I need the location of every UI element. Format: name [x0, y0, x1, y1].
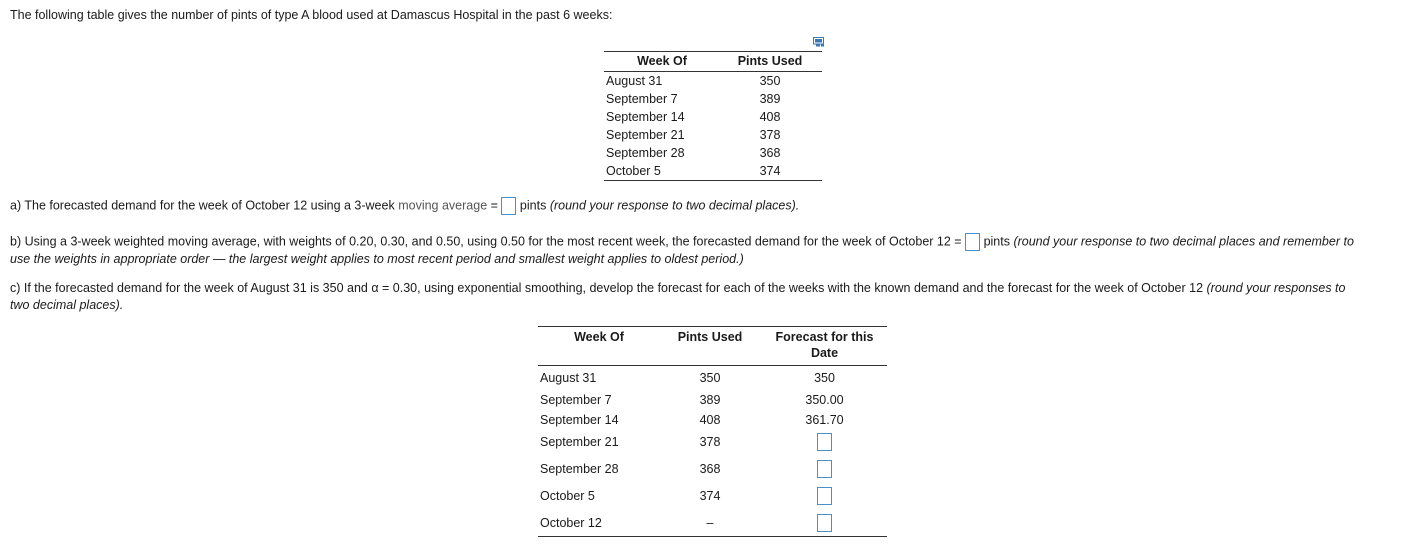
pints-cell: 408: [699, 412, 721, 427]
pints-cell: 350: [759, 74, 781, 88]
forecast-cell: 350.00: [805, 393, 844, 407]
pints-cell: 374: [718, 162, 822, 181]
pints-cell: 368: [759, 146, 781, 160]
week-cell: September 28: [540, 462, 619, 476]
week-cell: October 5: [604, 162, 718, 181]
pints-cell: 350: [699, 370, 721, 385]
question-c-hint-cont: two decimal places).: [10, 298, 124, 312]
table-row: [604, 108, 822, 126]
pints-cell: 378: [699, 435, 721, 449]
table-row: [538, 429, 887, 456]
week-cell: September 7: [540, 393, 612, 407]
copy-data-icon[interactable]: [813, 37, 825, 47]
week-cell: September 21: [606, 128, 685, 142]
blood-usage-table: [604, 51, 822, 181]
col-header-week: Week Of: [604, 52, 718, 72]
answer-a-input[interactable]: [501, 197, 516, 215]
question-c-text: c) If the forecasted demand for the week of August 31 is 350 and α = 0.30, using exponential smoothing, develop the forecast for each of the weeks with the known demand and the forecast for the week of October 12: [10, 281, 1204, 295]
pints-cell: –: [658, 510, 762, 537]
moving-average-link[interactable]: moving average: [398, 198, 488, 213]
intro-text: The following table gives the number of pints of type A blood used at Damascus Hospital in the past 6 weeks:: [10, 8, 613, 22]
forecast-header-line1: Forecast for this: [775, 330, 874, 344]
week-cell: September 7: [606, 92, 678, 106]
week-cell: September 14: [540, 412, 619, 427]
pints-cell: 408: [759, 110, 781, 124]
col-header-pints: Pints Used: [658, 327, 762, 362]
forecast-cell: 350: [814, 370, 835, 385]
table-row: [604, 90, 822, 108]
table-row: [538, 390, 887, 411]
question-c-hint: (round your responses to: [1206, 281, 1346, 295]
week-cell: October 12: [538, 510, 658, 537]
col-header-pints: Pints Used: [718, 52, 822, 72]
forecast-input-oct5[interactable]: [817, 487, 832, 505]
table-row: [538, 456, 887, 483]
forecast-cell: 361.70: [805, 412, 844, 427]
question-a: [10, 197, 799, 215]
question-a-hint: (round your response to two decimal places).: [549, 198, 800, 213]
question-a-text: a) The forecasted demand for the week of October 12 using a 3-week: [10, 198, 395, 213]
week-cell: September 28: [606, 146, 685, 160]
question-b-unit: pints: [983, 234, 1010, 249]
question-b-line2: [10, 252, 744, 266]
answer-b-input[interactable]: [965, 233, 980, 251]
week-cell: August 31: [606, 74, 663, 88]
table-row: [538, 366, 887, 390]
pints-cell: 378: [759, 128, 781, 142]
week-cell: September 21: [540, 435, 619, 449]
table-row: [538, 510, 887, 537]
table-row: [604, 72, 822, 91]
question-b-text: b) Using a 3-week weighted moving average, with weights of 0.20, 0.30, and 0.50, using 0.50 for the most recent week, the forecasted demand for the week of October 12 =: [10, 234, 962, 249]
col-header-week: Week Of: [538, 327, 658, 362]
week-cell: September 14: [606, 110, 685, 124]
question-c-line2: [10, 298, 123, 312]
question-b-hint: (round your response to two decimal places and remember to: [1013, 234, 1354, 249]
pints-cell: 374: [699, 489, 721, 503]
table-row: [604, 126, 822, 144]
question-a-equals: =: [490, 198, 498, 213]
pints-cell: 389: [699, 393, 721, 407]
forecast-header-line2: Date: [810, 346, 839, 360]
forecast-input-sep21[interactable]: [817, 433, 832, 451]
question-a-unit: pints: [519, 198, 547, 213]
pints-cell: 368: [699, 462, 721, 476]
forecast-input-oct12[interactable]: [817, 514, 832, 532]
table-row: [604, 162, 822, 181]
week-cell: October 5: [540, 489, 595, 503]
forecast-input-sep28[interactable]: [817, 460, 832, 478]
table-row: [604, 144, 822, 162]
question-b-hint-cont: use the weights in appropriate order — the largest weight applies to most recent period and smallest weight applies to oldest period.): [10, 252, 744, 266]
question-b: [10, 233, 1354, 251]
week-cell: August 31: [540, 370, 597, 385]
pints-cell: 389: [759, 92, 781, 106]
question-c: [10, 281, 1345, 295]
col-header-forecast: [762, 327, 887, 362]
table-row: [538, 483, 887, 510]
table-row: [538, 411, 887, 429]
exponential-smoothing-table: [538, 326, 887, 537]
